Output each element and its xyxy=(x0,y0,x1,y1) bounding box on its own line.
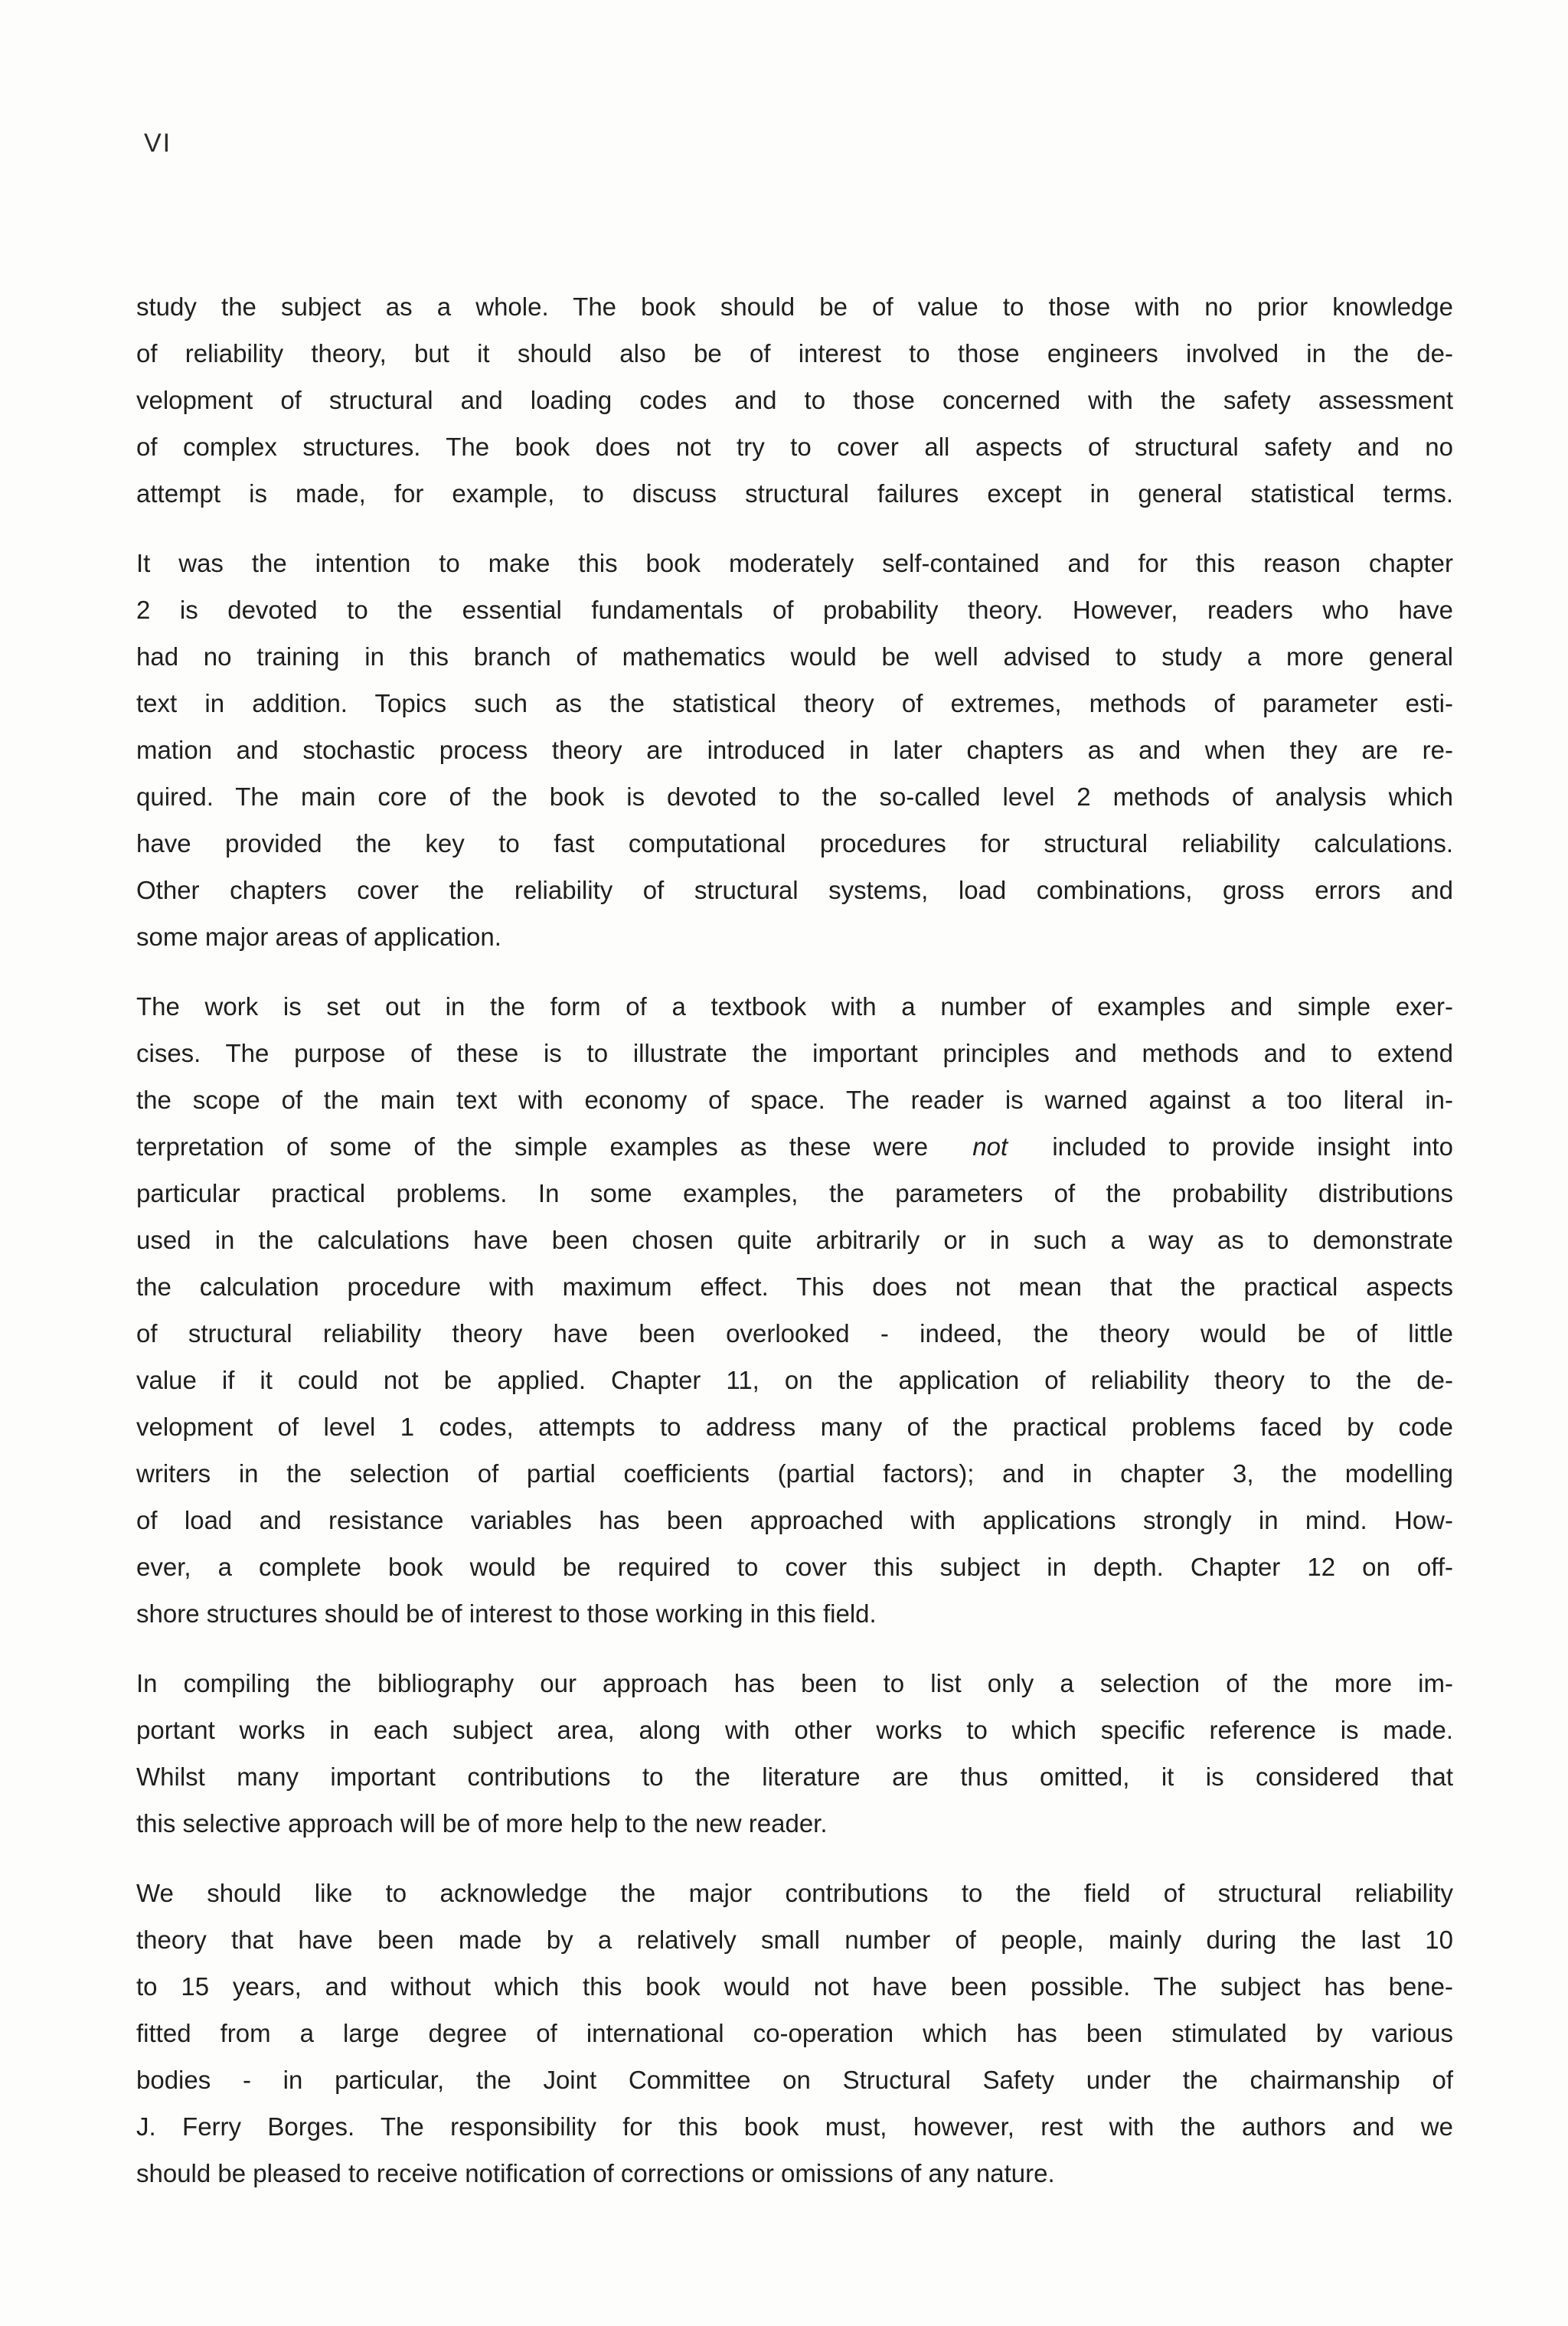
text-line: to 15 years, and without which this book would not have been possible. The subject has bene- xyxy=(136,1972,1453,2001)
text-line: shore structures should be of interest to those working in this field. xyxy=(136,1599,877,1628)
text-line: the scope of the main text with economy of space. The reader is warned against a too literal in- xyxy=(136,1086,1453,1114)
text-line: theory that have been made by a relatively small number of people, mainly during the last 10 xyxy=(136,1926,1453,1954)
text-line: of load and resistance variables has been approached with applications strongly in mind. How- xyxy=(136,1506,1453,1534)
paragraph-4 xyxy=(136,1660,1453,1847)
text-line: Other chapters cover the reliability of structural systems, load combinations, gross errors and xyxy=(136,876,1453,904)
text-line: We should like to acknowledge the major contributions to the field of structural reliability xyxy=(136,1879,1453,1907)
text-line: velopment of structural and loading codes and to those concerned with the safety assessment xyxy=(136,386,1453,414)
text-line: velopment of level 1 codes, attempts to address many of the practical problems faced by code xyxy=(136,1413,1453,1441)
text-line: Whilst many important contributions to the literature are thus omitted, it is considered that xyxy=(136,1762,1453,1791)
emphasized-word: not xyxy=(972,1132,1008,1161)
text-line: quired. The main core of the book is devoted to the so-called level 2 methods of analysis which xyxy=(136,782,1453,811)
text-line: The work is set out in the form of a textbook with a number of examples and simple exer- xyxy=(136,992,1453,1021)
text-line: of reliability theory, but it should also be of interest to those engineers involved in the de- xyxy=(136,339,1453,368)
text-line: writers in the selection of partial coefficients (partial factors); and in chapter 3, the modelling xyxy=(136,1459,1453,1488)
page-number: VI xyxy=(144,129,172,158)
text-line: some major areas of application. xyxy=(136,923,501,951)
text-line: 2 is devoted to the essential fundamentals of probability theory. However, readers who have xyxy=(136,596,1453,624)
text-line: fitted from a large degree of international co-operation which has been stimulated by various xyxy=(136,2019,1453,2047)
text-line: mation and stochastic process theory are introduced in later chapters as and when they are re- xyxy=(136,736,1453,764)
paragraph-3 xyxy=(136,983,1453,1637)
paragraph-5 xyxy=(136,1870,1453,2197)
preface-body xyxy=(136,283,1453,2220)
text-line: particular practical problems. In some examples, the parameters of the probability distributions xyxy=(136,1179,1453,1207)
paragraph-1 xyxy=(136,283,1453,517)
text-line: study the subject as a whole. The book should be of value to those with no prior knowledge xyxy=(136,292,1453,321)
text-segment: included to provide insight into xyxy=(1052,1132,1453,1161)
text-line: attempt is made, for example, to discuss structural failures except in general statistical terms. xyxy=(136,479,1453,508)
text-line: the calculation procedure with maximum effect. This does not mean that the practical aspects xyxy=(136,1272,1453,1301)
paragraph-2 xyxy=(136,540,1453,960)
text-line: used in the calculations have been chosen quite arbitrarily or in such a way as to demonstrate xyxy=(136,1226,1453,1254)
text-line: should be pleased to receive notification of corrections or omissions of any nature. xyxy=(136,2159,1055,2187)
text-line: of structural reliability theory have been overlooked - indeed, the theory would be of little xyxy=(136,1319,1453,1348)
text-line: J. Ferry Borges. The responsibility for this book must, however, rest with the authors and we xyxy=(136,2112,1453,2141)
text-line: It was the intention to make this book moderately self-contained and for this reason chapter xyxy=(136,549,1453,577)
text-line: value if it could not be applied. Chapter 11, on the application of reliability theory to the de- xyxy=(136,1366,1453,1394)
text-line: ever, a complete book would be required to cover this subject in depth. Chapter 12 on off- xyxy=(136,1553,1453,1581)
text-line: of complex structures. The book does not try to cover all aspects of structural safety and no xyxy=(136,433,1453,461)
text-line-with-emphasis xyxy=(136,1123,1453,1170)
text-line: bodies - in particular, the Joint Committee on Structural Safety under the chairmanship of xyxy=(136,2066,1453,2094)
text-line: text in addition. Topics such as the statistical theory of extremes, methods of parameter esti- xyxy=(136,689,1453,717)
text-line: portant works in each subject area, along with other works to which specific reference is made. xyxy=(136,1716,1453,1744)
text-line: have provided the key to fast computational procedures for structural reliability calculations. xyxy=(136,829,1453,858)
text-line: had no training in this branch of mathematics would be well advised to study a more general xyxy=(136,642,1453,671)
text-line: cises. The purpose of these is to illustrate the important principles and methods and to extend xyxy=(136,1039,1453,1067)
text-line: this selective approach will be of more help to the new reader. xyxy=(136,1809,828,1838)
text-line: In compiling the bibliography our approach has been to list only a selection of the more im- xyxy=(136,1669,1453,1697)
text-segment: terpretation of some of the simple examples as these were xyxy=(136,1132,929,1161)
